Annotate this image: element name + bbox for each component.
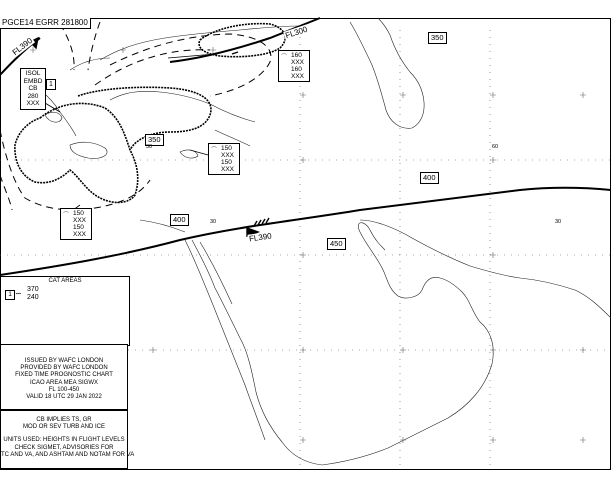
turbulence-icon: ⌒ (63, 213, 70, 219)
cat-areas-panel (0, 276, 130, 346)
grid-label: 30 (146, 144, 153, 150)
jet-label-fl300: FL300 (284, 24, 309, 41)
issue-line: FL 100-450 (48, 386, 80, 393)
turbulence-label (208, 143, 240, 175)
chart-header: PGCE14 EGRR 281800 (0, 18, 91, 29)
note-line: UNITS USED: HEIGHTS IN FLIGHT LEVELS (3, 437, 125, 444)
turb-top: 160 (291, 66, 302, 73)
turb-top: 150 (73, 210, 84, 217)
note-line: TC AND VA, AND ASHTAM AND NOTAM FOR VA (1, 451, 135, 458)
turb-top: 150 (221, 159, 232, 166)
issue-line: ISSUED BY WAFC LONDON (24, 358, 104, 364)
cat-area-levels (27, 286, 39, 302)
cat-area-upper: 370 (27, 286, 39, 293)
note-line: CHECK SIGMET, ADVISORIES FOR (14, 444, 114, 451)
cat-area-lower: 240 (27, 294, 39, 301)
issue-info-panel (0, 344, 128, 410)
turb-bottom: XXX (221, 166, 235, 173)
area-number-box: 1 (46, 79, 56, 90)
turb-bottom: XXX (73, 217, 87, 224)
note-line: CB IMPLIES TS, GR (36, 417, 92, 423)
cb-label-line: 280 (27, 92, 39, 100)
tropopause-box: 350 (145, 134, 164, 146)
turb-top: 160 (291, 52, 302, 59)
issue-line: ICAO AREA MEA SIGWX (29, 379, 99, 386)
jet-label-fl390-west: FL390 (10, 35, 35, 58)
cb-areas (15, 24, 288, 203)
turb-bottom: XXX (291, 73, 305, 80)
cat-area-icon: ∽ (15, 289, 22, 298)
turbulence-label (60, 208, 92, 240)
turb-bottom: XXX (221, 152, 235, 159)
jet-label-fl390: FL390 (248, 231, 273, 244)
grid-label: 60 (492, 144, 499, 150)
turbulence-label (278, 50, 310, 82)
turb-pointers (62, 54, 218, 218)
cb-label-line: XXX (26, 100, 40, 107)
cb-label-box (20, 68, 46, 110)
turb-bottom: XXX (73, 231, 87, 238)
grid-label: 30 (210, 219, 217, 225)
grid-label: 30 (555, 219, 562, 225)
cb-label-line: CB (28, 85, 38, 92)
issue-line: FIXED TIME PROGNOSTIC CHART (15, 372, 113, 379)
cb-label-line: EMBD (23, 77, 43, 85)
cb-label-line: ISOL (25, 70, 41, 77)
cat-areas-title: CAT AREAS (48, 278, 82, 284)
tropopause-box: 400 (420, 172, 439, 184)
tropopause-box: 450 (327, 238, 346, 250)
cat-area-number: 1 (5, 290, 15, 300)
turb-bottom: XXX (291, 59, 305, 66)
turbulence-icon: ⌒ (281, 55, 288, 61)
tropopause-box: 350 (428, 32, 447, 44)
turb-top: 150 (73, 224, 84, 231)
issue-line: VALID 18 UTC 29 JAN 2022 (26, 394, 102, 401)
notes-panel (0, 410, 135, 469)
tropopause-box: 400 (170, 214, 189, 226)
note-line: MOD OR SEV TURB AND ICE (23, 424, 105, 431)
turbulence-icon: ⌒ (211, 148, 218, 154)
issue-line: PROVIDED BY WAFC LONDON (20, 365, 108, 372)
turb-top: 150 (221, 145, 232, 152)
